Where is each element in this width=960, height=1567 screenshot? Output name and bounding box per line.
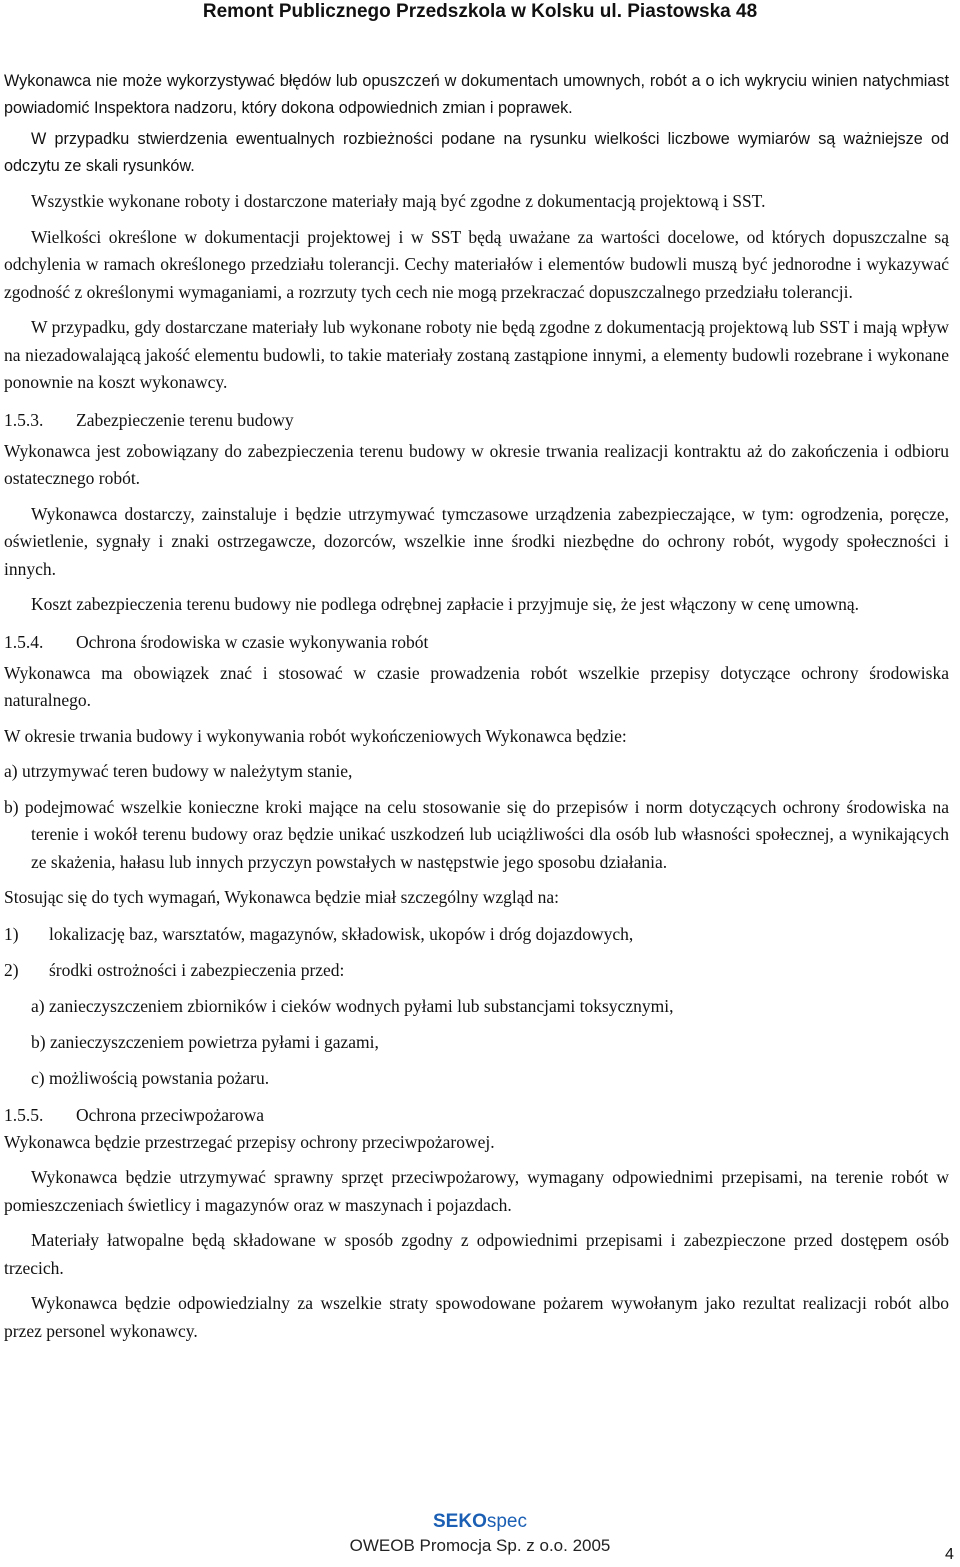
paragraph: Wykonawca będzie odpowiedzialny za wszelkie straty spowodowane pożarem wywołanym jako rezultat realizacji robót albo przez personel wykonawcy. (4, 1293, 949, 1341)
section-number: 1.5.3. (4, 409, 44, 430)
company-name: OWEOB Promocja Sp. z o.o. 2005 (349, 1536, 611, 1555)
sub-item: c) możliwością powstania pożaru. (31, 1067, 270, 1088)
brand-logo: SEKOspec (433, 1511, 527, 1532)
page-number: 4 (945, 1546, 954, 1563)
paragraph: W przypadku, gdy dostarczane materiały lub wykonane roboty nie będą zgodne z dokumentacją projektową lub SST i mają wpływ na niezadowalającą jakość elementu budowli, to takie materiały zostaną zastąpione innymi, a elementy budowli rozebrane i wykonane ponownie na koszt wykonawcy. (4, 317, 949, 392)
section-title: Ochrona przeciwpożarowa (76, 1104, 265, 1125)
item-number: 2) (4, 959, 19, 980)
paragraph: Wykonawca będzie utrzymywać sprawny sprzęt przeciwpożarowy, wymagany odpowiednimi przepisami, na terenie robót w pomieszczeniach świetlicy i magazynów oraz w maszynach i pojazdach. (4, 1167, 949, 1215)
section-number: 1.5.4. (4, 631, 44, 652)
section-title: Ochrona środowiska w czasie wykonywania robót (76, 631, 429, 652)
paragraph: W okresie trwania budowy i wykonywania robót wykończeniowych Wykonawca będzie: (4, 725, 627, 746)
section-title: Zabezpieczenie terenu budowy (76, 409, 294, 430)
paragraph: Wielkości określone w dokumentacji projektowej i w SST będą uważane za wartości docelowe, od których dopuszczalne są odchylenia w ramach określonego przedziału tolerancji. Cechy materiałów i elementów budowli muszą być jednorodne i wykazywać zgodność z określonymi wymaganiami, a rozrzuty tych cech nie mogą przekraczać dopuszczalnego przedziału tolerancji. (4, 226, 949, 302)
item-text: środki ostrożności i zabezpieczenia przed: (49, 959, 345, 980)
list-item: b) podejmować wszelkie konieczne kroki mające na celu stosowanie się do przepisów i norm dotyczących ochrony środowiska na terenie i wokół terenu budowy oraz będzie unikać uszkodzeń lub uciążliwości dla osób lub własności społecznej, a wynikających ze skażenia, hałasu lub innych przyczyn powstałych w następstwie jego sposobu działania. (4, 796, 949, 872)
section-number: 1.5.5. (4, 1104, 44, 1125)
list-item: a) utrzymywać teren budowy w należytym stanie, (4, 761, 353, 781)
document-body (4, 68, 949, 1345)
sub-item: b) zanieczyszczeniem powietrza pyłami i gazami, (31, 1031, 379, 1052)
paragraph: Koszt zabezpieczenia terenu budowy nie podlega odrębnej zapłacie i przyjmuje się, że jest włączony w cenę umowną. (31, 594, 859, 614)
numbered-item (4, 921, 949, 948)
section-heading-1-5-4 (4, 629, 949, 656)
item-text: lokalizację baz, warsztatów, magazynów, składowisk, ukopów i dróg dojazdowych, (49, 923, 634, 944)
paragraph: Materiały łatwopalne będą składowane w sposób zgodny z odpowiednimi przepisami i zabezpieczone przed dostępem osób trzecich. (4, 1230, 949, 1278)
section-heading-1-5-5 (4, 1102, 949, 1129)
paragraph: Wszystkie wykonane roboty i dostarczone materiały mają być zgodne z dokumentacją projektową i SST. (31, 191, 766, 211)
paragraph: Wykonawca nie może wykorzystywać błędów lub opuszczeń w dokumentach umownych, robót a o ich wykryciu winien natychmiast powiadomić Inspektora nadzoru, który dokona odpowiednich zmian i poprawek. (4, 72, 949, 117)
paragraph: W przypadku stwierdzenia ewentualnych rozbieżności podane na rysunku wielkości liczbowe wymiarów są ważniejsze od odczytu ze skali rysunków. (4, 130, 949, 175)
paragraph: Stosując się do tych wymagań, Wykonawca będzie miał szczególny wzgląd na: (4, 887, 560, 907)
paragraph: Wykonawca dostarczy, zainstaluje i będzie utrzymywać tymczasowe urządzenia zabezpieczające, w tym: ogrodzenia, poręcze, oświetlenie, sygnały i znaki ostrzegawcze, dozorców, wszelkie inne środki niezbędne do ochrony robót, wygody społeczności i innych. (4, 503, 949, 579)
sub-item: a) zanieczyszczeniem zbiorników i cieków wodnych pyłami lub substancjami toksycznymi, (31, 995, 674, 1016)
paragraph: Wykonawca ma obowiązek znać i stosować w czasie prowadzenia robót wszelkie przepisy dotyczące ochrony środowiska naturalnego. (4, 662, 949, 710)
section-heading-1-5-3 (4, 407, 949, 434)
numbered-item (4, 957, 949, 984)
item-number: 1) (4, 923, 19, 944)
page-footer (0, 1511, 960, 1557)
paragraph: Wykonawca będzie przestrzegać przepisy ochrony przeciwpożarowej. (4, 1131, 495, 1152)
page-header: Remont Publicznego Przedszkola w Kolsku ul. Piastowska 48 (202, 1, 758, 22)
paragraph: Wykonawca jest zobowiązany do zabezpieczenia terenu budowy w okresie trwania realizacji kontraktu aż do zakończenia i odbioru ostatecznego robót. (4, 440, 949, 488)
